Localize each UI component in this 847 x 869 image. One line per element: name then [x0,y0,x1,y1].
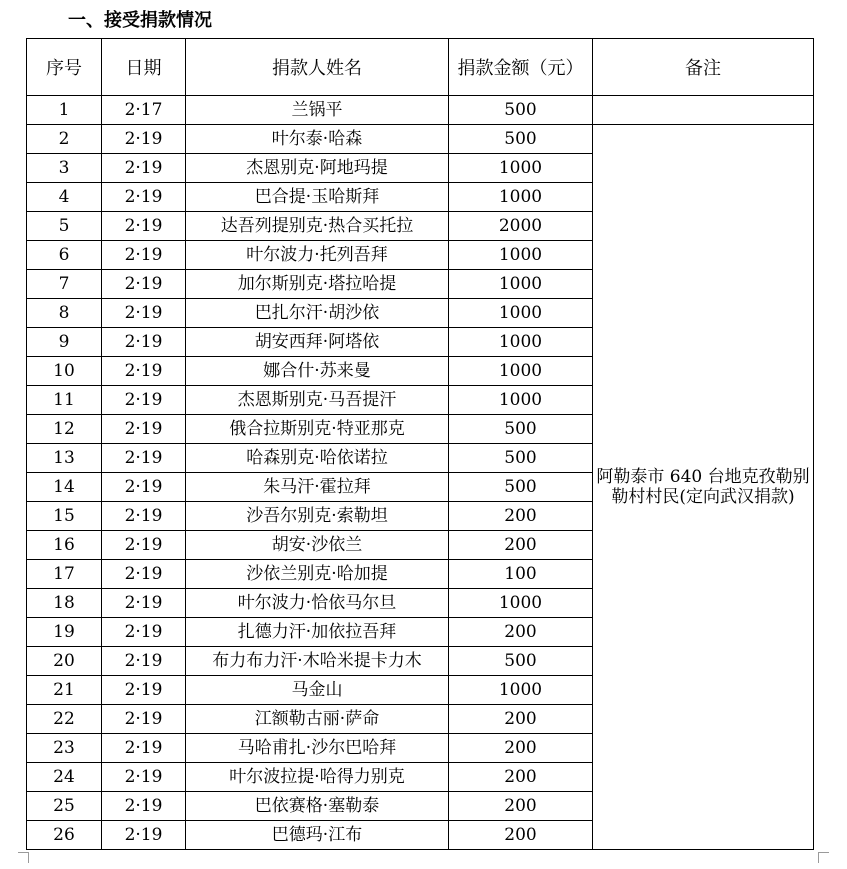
row-amount-cell: 1000 [449,241,593,270]
row-date-cell: 2·19 [102,415,186,444]
row-index-cell: 24 [27,763,102,792]
table-row [27,96,814,125]
row-donor-cell: 朱马汗·霍拉拜 [186,473,449,502]
row-donor-cell: 达吾列提别克·热合买托拉 [186,212,449,241]
row-amount-cell: 200 [449,821,593,850]
row-donor-cell: 俄合拉斯别克·特亚那克 [186,415,449,444]
row-index-cell: 1 [27,96,102,125]
row-date-cell: 2·19 [102,357,186,386]
row-date-cell: 2·19 [102,270,186,299]
row-amount-cell: 1000 [449,589,593,618]
row-amount-cell: 200 [449,705,593,734]
row-index-cell: 9 [27,328,102,357]
table-header-row [27,39,814,96]
row-amount-cell: 200 [449,502,593,531]
row-index-cell: 7 [27,270,102,299]
row-donor-cell: 兰锅平 [186,96,449,125]
row-date-cell: 2·19 [102,676,186,705]
column-header-index: 序号 [27,39,102,96]
row-amount-cell: 500 [449,415,593,444]
column-header-amount: 捐款金额（元） [449,39,593,96]
row-donor-cell: 马金山 [186,676,449,705]
row-index-cell: 11 [27,386,102,415]
row-donor-cell: 巴依赛格·塞勒泰 [186,792,449,821]
row-donor-cell: 叶尔波拉提·哈得力别克 [186,763,449,792]
row-amount-cell: 500 [449,125,593,154]
row-date-cell: 2·19 [102,299,186,328]
row-index-cell: 22 [27,705,102,734]
page-corner-mark-right [818,852,829,863]
row-donor-cell: 叶尔泰·哈森 [186,125,449,154]
row-amount-cell: 200 [449,763,593,792]
row-donor-cell: 哈森别克·哈依诺拉 [186,444,449,473]
row-donor-cell: 江额勒古丽·萨命 [186,705,449,734]
row-index-cell: 13 [27,444,102,473]
row-donor-cell: 布力布力汗·木哈米提卡力木 [186,647,449,676]
row-date-cell: 2·19 [102,734,186,763]
row-date-cell: 2·19 [102,792,186,821]
row-donor-cell: 叶尔波力·恰依马尔旦 [186,589,449,618]
row-donor-cell: 扎德力汗·加依拉吾拜 [186,618,449,647]
row-index-cell: 8 [27,299,102,328]
row-date-cell: 2·19 [102,647,186,676]
row-index-cell: 25 [27,792,102,821]
row-index-cell: 10 [27,357,102,386]
row-amount-cell: 1000 [449,676,593,705]
row-donor-cell: 胡安·沙依兰 [186,531,449,560]
row-date-cell: 2·19 [102,183,186,212]
row-index-cell: 6 [27,241,102,270]
row-index-cell: 15 [27,502,102,531]
row-date-cell: 2·19 [102,618,186,647]
row-date-cell: 2·19 [102,705,186,734]
row-amount-cell: 200 [449,734,593,763]
row-amount-cell: 1000 [449,386,593,415]
row-date-cell: 2·19 [102,560,186,589]
row-amount-cell: 100 [449,560,593,589]
row-index-cell: 14 [27,473,102,502]
column-header-donor: 捐款人姓名 [186,39,449,96]
row-donor-cell: 杰恩斯别克·马吾提汗 [186,386,449,415]
row-index-cell: 26 [27,821,102,850]
row-amount-cell: 1000 [449,328,593,357]
row-donor-cell: 沙吾尔别克·索勒坦 [186,502,449,531]
row-date-cell: 2·19 [102,763,186,792]
section-title: 一、接受捐款情况 [68,10,212,31]
row-date-cell: 2·19 [102,502,186,531]
row-amount-cell: 500 [449,96,593,125]
row-amount-cell: 1000 [449,270,593,299]
row-donor-cell: 巴扎尔汗·胡沙依 [186,299,449,328]
row-date-cell: 2·19 [102,328,186,357]
row-index-cell: 4 [27,183,102,212]
table-row [27,125,814,154]
table-body [27,96,814,850]
row-index-cell: 2 [27,125,102,154]
row-donor-cell: 杰恩别克·阿地玛提 [186,154,449,183]
row-index-cell: 17 [27,560,102,589]
row-date-cell: 2·19 [102,821,186,850]
row-amount-cell: 500 [449,473,593,502]
row-date-cell: 2·19 [102,589,186,618]
row-donor-cell: 巴德玛·江布 [186,821,449,850]
column-header-date: 日期 [102,39,186,96]
donation-table [26,38,814,850]
row-date-cell: 2·19 [102,386,186,415]
row-note-cell [593,96,814,125]
row-date-cell: 2·19 [102,444,186,473]
row-date-cell: 2·19 [102,473,186,502]
row-date-cell: 2·19 [102,241,186,270]
row-amount-cell: 200 [449,618,593,647]
row-index-cell: 18 [27,589,102,618]
row-date-cell: 2·19 [102,212,186,241]
row-date-cell: 2·19 [102,531,186,560]
row-donor-cell: 加尔斯别克·塔拉哈提 [186,270,449,299]
row-index-cell: 23 [27,734,102,763]
row-index-cell: 21 [27,676,102,705]
row-donor-cell: 沙依兰别克·哈加提 [186,560,449,589]
row-donor-cell: 叶尔波力·托列吾拜 [186,241,449,270]
row-amount-cell: 200 [449,792,593,821]
row-donor-cell: 胡安西拜·阿塔依 [186,328,449,357]
row-amount-cell: 1000 [449,357,593,386]
row-date-cell: 2·19 [102,125,186,154]
row-index-cell: 12 [27,415,102,444]
column-header-note: 备注 [593,39,814,96]
row-date-cell: 2·17 [102,96,186,125]
row-index-cell: 16 [27,531,102,560]
row-index-cell: 19 [27,618,102,647]
row-donor-cell: 马哈甫扎·沙尔巴哈拜 [186,734,449,763]
row-index-cell: 20 [27,647,102,676]
row-amount-cell: 1000 [449,299,593,328]
row-date-cell: 2·19 [102,154,186,183]
row-amount-cell: 500 [449,647,593,676]
row-amount-cell: 200 [449,531,593,560]
page-corner-mark-left [18,852,29,863]
note-group-cell: 阿勒泰市 640 台地克孜勒别勒村村民(定向武汉捐款) [593,125,814,850]
row-amount-cell: 2000 [449,212,593,241]
row-donor-cell: 娜合什·苏来曼 [186,357,449,386]
row-donor-cell: 巴合提·玉哈斯拜 [186,183,449,212]
row-index-cell: 3 [27,154,102,183]
row-amount-cell: 500 [449,444,593,473]
row-amount-cell: 1000 [449,183,593,212]
row-amount-cell: 1000 [449,154,593,183]
row-index-cell: 5 [27,212,102,241]
